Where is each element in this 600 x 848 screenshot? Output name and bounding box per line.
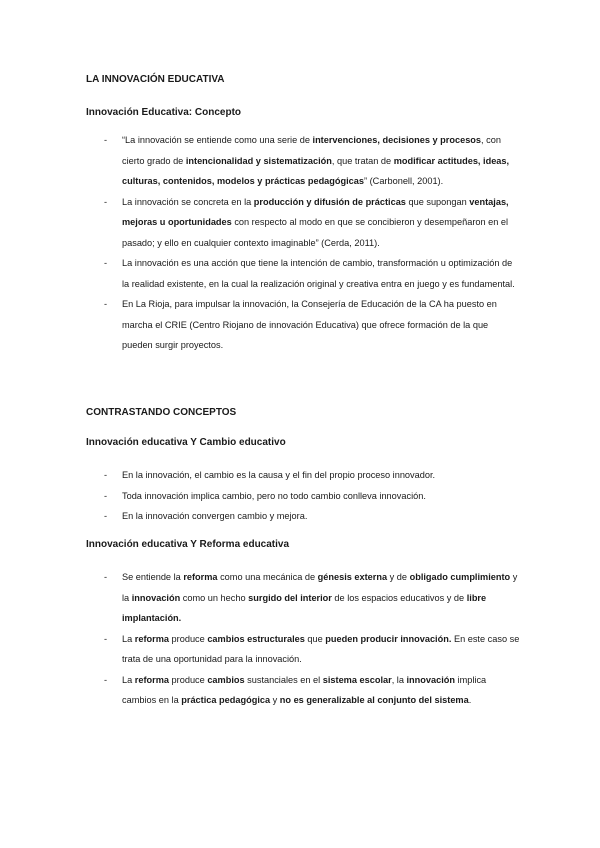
list-item bbox=[0, 486, 520, 507]
list-item-text: Se entiende la reforma como una mecánica de génesis externa y de obligado cumplimiento y la innovación como un hecho surgido del interior de los espacios educativos y de libre implantación. bbox=[122, 572, 518, 623]
list-item-text: En la innovación convergen cambio y mejora. bbox=[122, 511, 308, 521]
list-cambio bbox=[0, 465, 520, 527]
section-heading-reforma: Innovación educativa Y Reforma educativa bbox=[86, 539, 290, 550]
list-item bbox=[0, 130, 520, 192]
list-item-text: La reforma produce cambios sustanciales en el sistema escolar, la innovación implica cambios en la práctica pedagógica y no es generalizable al conjunto del sistema. bbox=[122, 674, 487, 705]
section-heading-concepto: Innovación Educativa: Concepto bbox=[86, 107, 242, 118]
document-title: LA INNOVACIÓN EDUCATIVA bbox=[86, 74, 225, 85]
bullet: - bbox=[104, 633, 108, 644]
list-concepto bbox=[0, 130, 520, 356]
bullet: - bbox=[104, 196, 108, 207]
list-item-text: La reforma produce cambios estructurales que pueden producir innovación. En este caso se trata de una oportunidad para la innovación. bbox=[122, 633, 520, 664]
list-item bbox=[0, 629, 520, 670]
list-item bbox=[0, 192, 520, 254]
list-item-text: En La Rioja, para impulsar la innovación, la Consejería de Educación de la CA ha puesto en marcha el CRIE (Centro Riojano de innovación Educativa) que ofrece formación de la que pueden surgir proyectos. bbox=[122, 299, 497, 350]
list-item-text: Toda innovación implica cambio, pero no todo cambio conlleva innovación. bbox=[122, 490, 426, 501]
list-item bbox=[0, 567, 520, 629]
bullet: - bbox=[104, 299, 108, 309]
bullet: - bbox=[104, 258, 108, 268]
section-heading-cambio: Innovación educativa Y Cambio educativo bbox=[86, 437, 286, 448]
list-item bbox=[0, 253, 520, 294]
bullet: - bbox=[104, 572, 108, 582]
bullet: - bbox=[104, 674, 108, 685]
bullet: - bbox=[104, 135, 108, 145]
bullet: - bbox=[104, 470, 108, 480]
list-item bbox=[0, 506, 520, 527]
bullet: - bbox=[104, 490, 108, 501]
list-reforma bbox=[0, 567, 520, 711]
bullet: - bbox=[104, 511, 108, 521]
section-heading-contrastando: CONTRASTANDO CONCEPTOS bbox=[86, 407, 237, 418]
list-item-text: En la innovación, el cambio es la causa y el fin del propio proceso innovador. bbox=[122, 470, 436, 480]
list-item bbox=[0, 465, 520, 486]
list-item-text: La innovación se concreta en la producción y difusión de prácticas que supongan ventajas, mejoras u oportunidades con respecto al modo en que se concibieron y desempeñaron en el pasado; y ello en cualquier contexto imaginable” (Cerda, 2011). bbox=[122, 196, 509, 248]
list-item bbox=[0, 670, 520, 711]
list-item bbox=[0, 294, 520, 356]
list-item-text: “La innovación se entiende como una serie de intervenciones, decisiones y procesos, con cierto grado de intencionalidad y sistematización, que tratan de modificar actitudes, ideas, culturas, contenidos, modelos y prácticas pedagógicas” (Carbonell, 2001). bbox=[122, 135, 510, 186]
list-item-text: La innovación es una acción que tiene la intención de cambio, transformación u optimización de la realidad existente, en la cual la realización original y creativa entra en juego y es fundamental. bbox=[122, 258, 515, 289]
